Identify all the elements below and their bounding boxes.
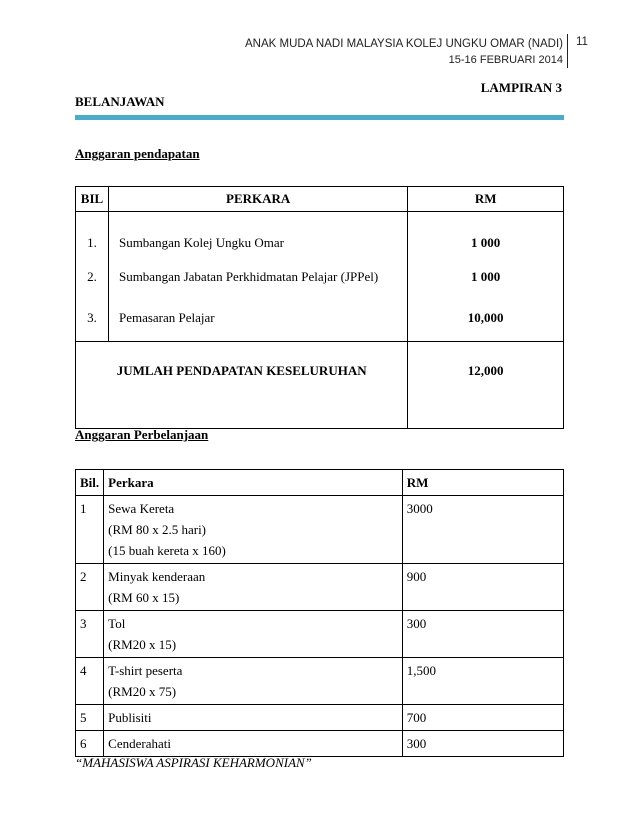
page-number: 11 [576,36,588,48]
income-row-bil: 3. [87,310,97,325]
footer-motto: “MAHASISWA ASPIRASI KEHARMONIAN” [75,755,312,770]
income-table [75,186,564,429]
table-row [76,705,564,731]
expense-item-detail: (RM 80 x 2.5 hari) [108,522,207,537]
expense-item-name: Publisiti [108,710,152,725]
expense-item-detail: (RM20 x 75) [108,684,177,699]
expense-row-bil: 3 [76,611,104,658]
accent-divider [75,115,564,120]
income-col-perkara: PERKARA [108,187,407,212]
expense-row-rm: 3000 [402,496,563,564]
income-row-bil: 2. [87,269,97,284]
expense-row-rm: 300 [402,611,563,658]
expense-col-rm: RM [402,470,563,496]
expense-item-name: Tol [108,616,126,631]
income-total-value: 12,000 [408,342,564,429]
income-row-bil: 1. [87,235,97,250]
expense-item-name: Sewa Kereta [108,501,175,516]
income-header-row [76,187,564,212]
expense-item-name: T-shirt peserta [108,663,183,678]
table-row [76,611,564,658]
expense-row-perkara [104,731,403,757]
expense-header-row [76,470,564,496]
expense-item-detail: (15 buah kereta x 160) [108,543,226,558]
income-row-perkara: Sumbangan Jabatan Perkhidmatan Pelajar (JPPel) [118,269,379,284]
income-row-rm: 1 000 [471,269,501,284]
income-rows-block [76,212,564,342]
income-total-row [76,342,564,429]
expense-row-bil: 4 [76,658,104,705]
expense-col-perkara: Perkara [104,470,403,496]
expense-row-perkara [104,705,403,731]
page-header [245,36,563,68]
table-row [76,564,564,611]
expense-row-bil: 1 [76,496,104,564]
expense-row-perkara [104,496,403,564]
income-row-perkara: Sumbangan Kolej Ungku Omar [118,235,284,250]
expense-row-rm: 700 [402,705,563,731]
expense-table [75,469,564,757]
income-col-rm: RM [408,187,564,212]
expense-row-bil: 6 [76,731,104,757]
expense-item-detail: (RM 60 x 15) [108,590,180,605]
table-row [76,731,564,757]
expense-row-bil: 2 [76,564,104,611]
expense-row-rm: 300 [402,731,563,757]
income-row-rm: 1 000 [471,235,501,250]
expense-row-perkara [104,611,403,658]
table-row [76,496,564,564]
income-row-perkara: Pemasaran Pelajar [118,310,215,325]
header-date: 15-16 FEBRUARI 2014 [448,54,563,66]
expense-item-name: Minyak kenderaan [108,569,206,584]
expense-item-name: Cenderahati [108,736,171,751]
expense-row-bil: 5 [76,705,104,731]
expense-row-rm: 900 [402,564,563,611]
income-heading: Anggaran pendapatan [75,146,200,161]
expense-row-rm: 1,500 [402,658,563,705]
expense-row-perkara [104,564,403,611]
section-title: BELANJAWAN [75,94,165,109]
expense-item-detail: (RM20 x 15) [108,637,177,652]
income-total-label: JUMLAH PENDAPATAN KESELURUHAN [76,342,408,429]
expense-row-perkara [104,658,403,705]
lampiran-label: LAMPIRAN 3 [480,80,562,95]
expense-heading: Anggaran Perbelanjaan [75,427,209,442]
header-title: ANAK MUDA NADI MALAYSIA KOLEJ UNGKU OMAR (NADI) [244,38,563,50]
table-row [76,658,564,705]
income-row-rm: 10,000 [467,310,504,325]
header-divider [567,34,568,68]
expense-col-bil: Bil. [76,470,104,496]
income-col-bil: BIL [76,187,109,212]
